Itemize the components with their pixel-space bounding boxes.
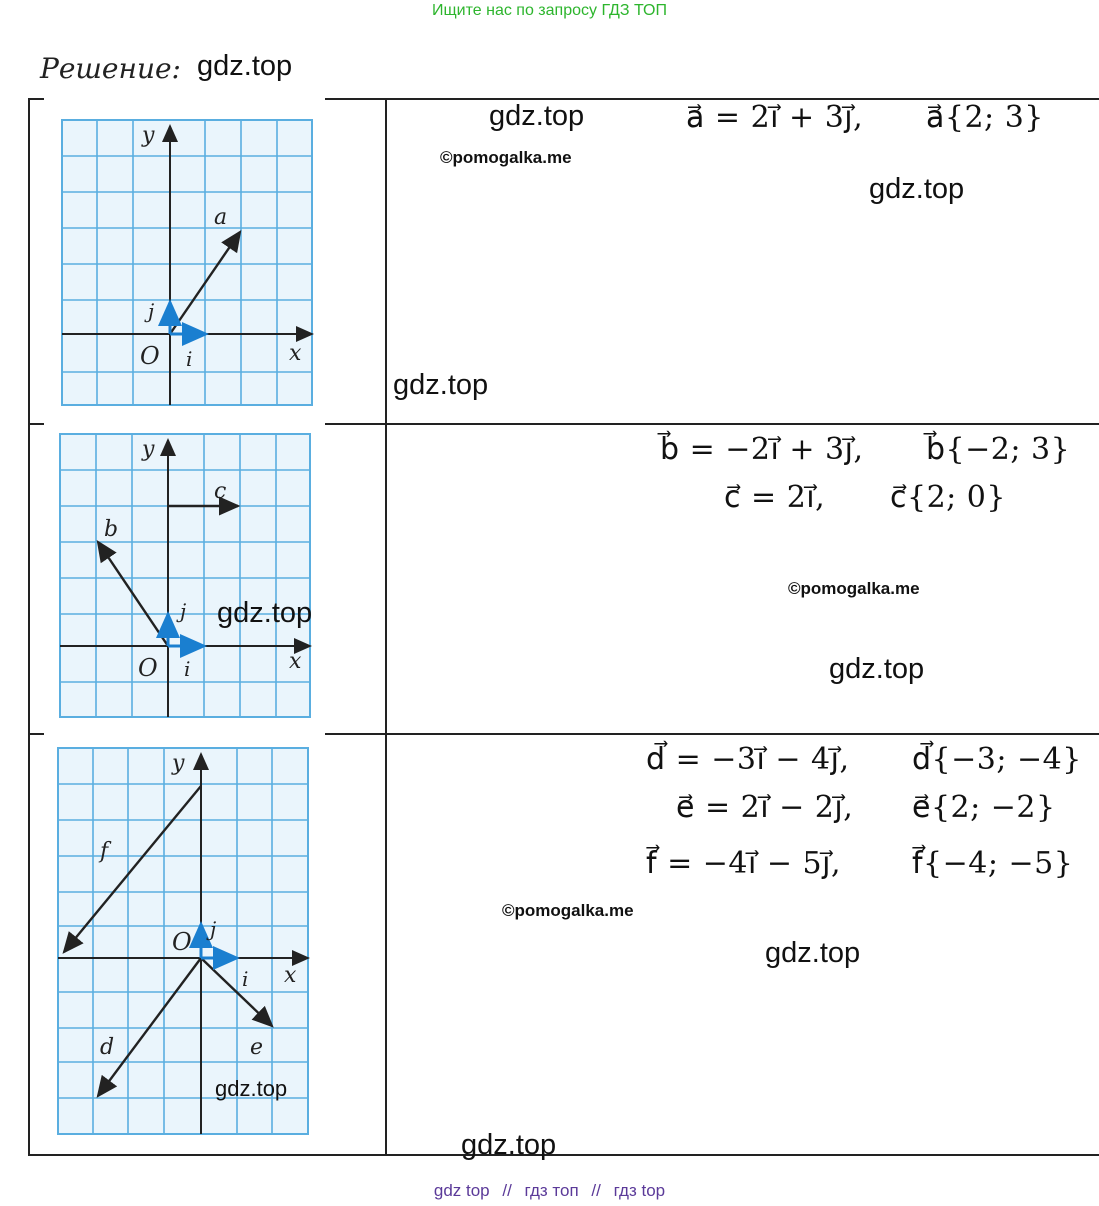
footer-link-gdz-top-ru[interactable]: гдз топ: [524, 1181, 579, 1200]
coords-f: f⃗{−4; −5}: [912, 846, 1074, 881]
vector-a-label: a: [214, 205, 228, 230]
coords-c: c⃗{2; 0}: [890, 480, 1006, 515]
axis-y-label: y: [142, 437, 155, 462]
origin-label: O: [140, 342, 160, 370]
vector-e-label: e: [250, 1035, 264, 1060]
equation-f: f⃗ = −4i⃗ − 5j⃗,: [646, 846, 841, 881]
table-border-bottom: [28, 1154, 1099, 1156]
vector-i-label: i: [184, 657, 191, 681]
copyright-watermark: ©pomogalka.me: [788, 579, 920, 598]
equation-b: b⃗ = −2i⃗ + 3j⃗,: [660, 432, 864, 467]
axis-y-label: y: [172, 751, 185, 776]
watermark: gdz.top: [869, 173, 965, 205]
coords-b: b⃗{−2; 3}: [926, 432, 1071, 467]
axis-y-label: y: [142, 123, 155, 148]
figure-vectors-b-c: [54, 426, 316, 724]
table-border-top-left: [28, 98, 44, 100]
watermark: gdz.top: [765, 937, 861, 969]
vector-j-label: j: [210, 917, 217, 941]
axis-x-label: x: [289, 649, 302, 674]
vector-i-label: i: [186, 347, 193, 371]
footer-links: [0, 1181, 1099, 1201]
coords-d: d⃗{−3; −4}: [912, 742, 1082, 777]
vector-b-label: b: [104, 517, 119, 542]
table-row-divider-1-left: [28, 423, 44, 425]
equation-c: c⃗ = 2i⃗,: [724, 480, 826, 515]
figure-vector-a: [56, 112, 318, 410]
copyright-watermark: ©pomogalka.me: [440, 148, 572, 167]
watermark: gdz.top: [197, 50, 293, 82]
table-column-divider: [385, 98, 387, 1156]
watermark: gdz.top: [461, 1129, 557, 1161]
watermark: gdz.top: [217, 597, 313, 629]
vector-c-label: c: [214, 479, 227, 504]
equation-e: e⃗ = 2i⃗ − 2j⃗,: [676, 790, 854, 825]
coords-e: e⃗{2; −2}: [912, 790, 1056, 825]
vector-f-label: f: [100, 839, 109, 864]
origin-label: O: [172, 928, 192, 956]
equation-d: d⃗ = −3i⃗ − 4j⃗,: [646, 742, 850, 777]
solution-heading: Решение:: [40, 52, 181, 85]
equation-a: a⃗ = 2i⃗ + 3j⃗,: [686, 100, 864, 135]
vector-i-label: i: [242, 967, 249, 991]
copyright-watermark: ©pomogalka.me: [502, 901, 634, 920]
table-row-divider-2: [325, 733, 1099, 735]
vector-d-label: d: [100, 1035, 115, 1060]
watermark: gdz.top: [829, 653, 925, 685]
axis-x-label: x: [289, 341, 302, 366]
footer-separator: //: [502, 1181, 512, 1200]
footer-separator: //: [591, 1181, 601, 1200]
coords-a: a⃗{2; 3}: [926, 100, 1044, 135]
footer-link-gdz-top-mixed[interactable]: гдз top: [613, 1181, 666, 1200]
watermark: gdz.top: [215, 1076, 288, 1101]
table-border-left: [28, 98, 30, 1156]
watermark: gdz.top: [489, 100, 585, 132]
table-row-divider-1: [325, 423, 1099, 425]
vector-j-label: j: [180, 599, 187, 623]
footer-link-gdz-top[interactable]: gdz top: [433, 1181, 490, 1200]
watermark: gdz.top: [393, 369, 489, 401]
vector-j-label: j: [148, 299, 155, 323]
axis-x-label: x: [284, 963, 297, 988]
origin-label: O: [138, 654, 158, 682]
top-banner: Ищите нас по запросу ГДЗ ТОП: [432, 2, 667, 19]
table-row-divider-2-left: [28, 733, 44, 735]
